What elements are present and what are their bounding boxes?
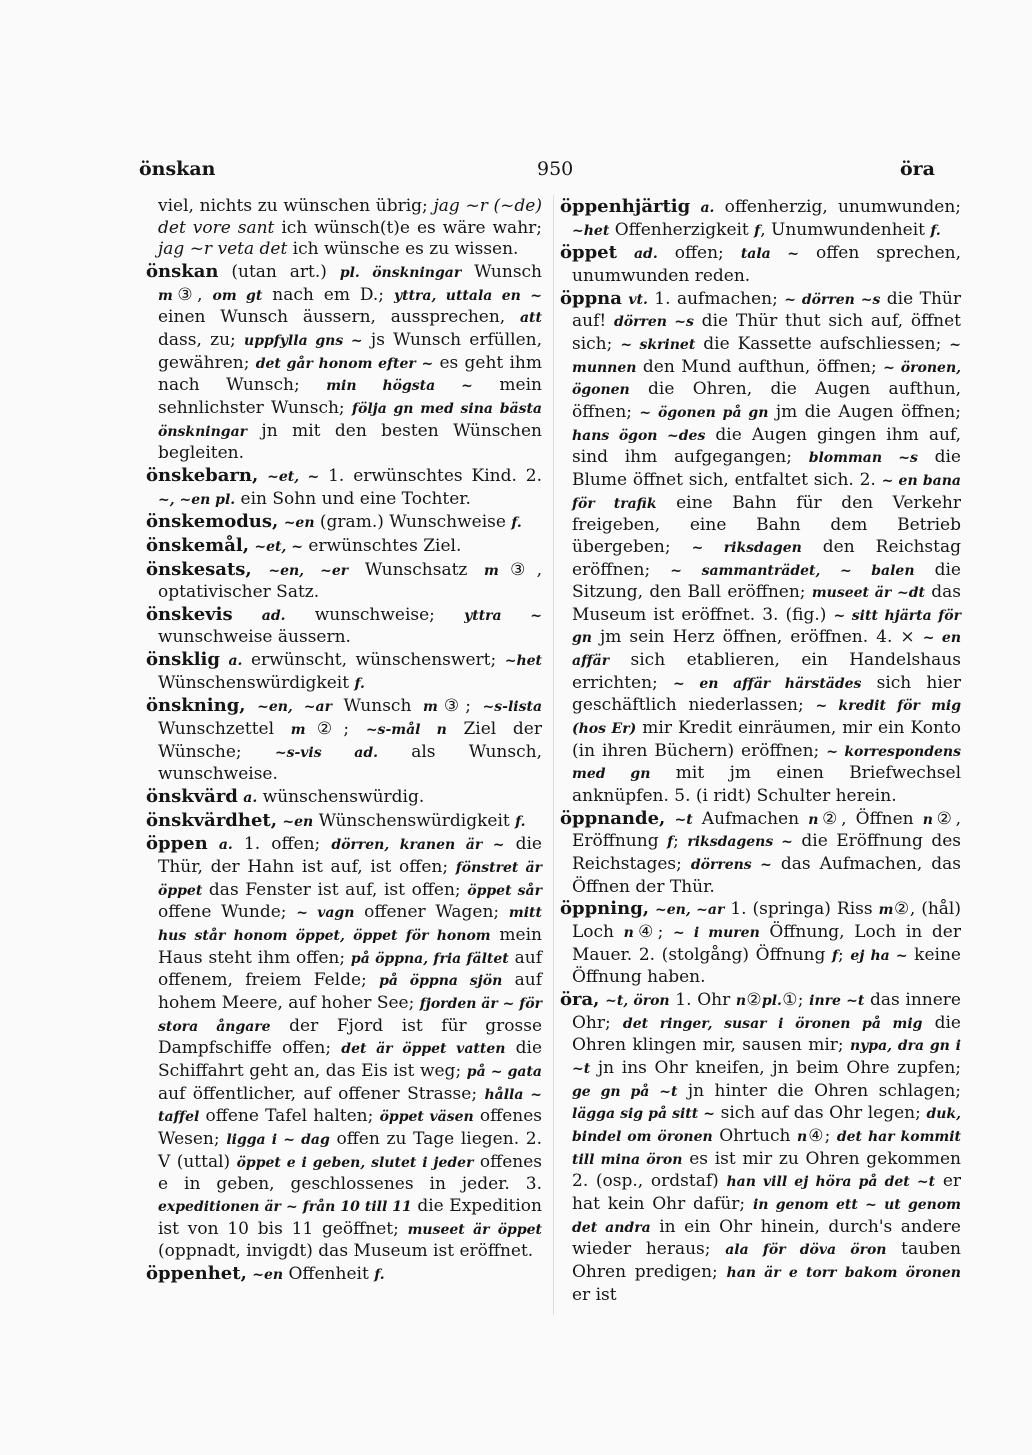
dictionary-entry: önsklig a. erwünscht, wünschenswert; ~het Wünschenswürdigkeit f. <box>146 649 543 693</box>
dictionary-entry: önskan (utan art.) pl. önskningar Wunsch m③, om gt nach em D.; yttra, uttala en ~ einen Wunsch äussern, aussprechen, att dass, zu; uppfylla gns ~ js Wunsch erfüllen, gewähren; det går honom efter ~ es geht ihm nach Wunsch; min högsta ~ mein sehnlichster Wunsch; följa gn med sina bästa önskningar jn mit den besten Wünschen begleiten. <box>146 260 543 464</box>
dictionary-entry: önskesats, ~en, ~er Wunschsatz m③, optativischer Satz. <box>146 558 543 603</box>
dictionary-entry: önskning, ~en, ~ar Wunsch m③; ~s-lista Wunschzettel m②; ~s-mål n Ziel der Wünsche; ~s-vis ad. als Wunsch, wunschweise. <box>146 695 543 785</box>
running-head-left: önskan <box>139 158 216 180</box>
dictionary-entry: öppenhjärtig a. offenherzig, unumwunden; ~het Offenherzigkeit f, Unumwundenheit f. <box>560 196 962 240</box>
dictionary-entry: önskemål, ~et, ~ erwünschtes Ziel. <box>146 534 462 556</box>
dictionary-entry: öppen a. 1. offen; dörren, kranen är ~ die Thür, der Hahn ist auf, ist offen; fönstret är öppet das Fenster ist auf, ist offen; öppet sår offene Wunde; ~ vagn offener Wagen; mitt hus står honom öppet, öppet för honom mein Haus steht ihm offen; på öppna, fria fältet auf offenem, freiem Felde; på öppna sjön auf hohem Meere, auf hoher See; fjorden är ~ för stora ångare der Fjord ist für grosse Dampfschiffe offen; det är öppet vatten die Schiffahrt geht an, das Eis ist weg; på ~ gata auf öffentlicher, auf offener Strasse; hålla ~ taffel offene Tafel halten; öppet väsen offenes Wesen; ligga i ~ dag offen zu Tage liegen. 2. V (uttal) öppet e i geben, slutet i jeder offenes e in geben, geschlossenes in jeder. 3. expeditionen är ~ från 10 till 11 die Expedition ist von 10 bis 11 geöffnet; museet är öppet (oppnadt, invigdt) das Museum ist eröffnet. <box>146 833 543 1262</box>
dictionary-entry: öppet ad. offen; tala ~ offen sprechen, unumwunden reden. <box>560 242 962 286</box>
dictionary-entry: viel, nichts zu wünschen übrig; jag ~r (~de) det vore sant ich wünsch(t)e es wäre wahr; jag ~r veta det ich wünsche es zu wissen. <box>158 196 542 260</box>
dictionary-entry: öppnande, ~t Aufmachen n②, Öffnen n②, Eröffnung f; riksdagens ~ die Eröffnung des Reichstages; dörrens ~ das Aufmachen, das Öffnen der Thür. <box>560 807 962 897</box>
dictionary-entry: öppenhet, ~en Offenheit f. <box>146 1262 385 1284</box>
dictionary-entry: öppna vt. 1. aufmachen; ~ dörren ~s die Thür auf! dörren ~s die Thür thut sich auf, öffnet sich; ~ skrinet die Kassette aufschliessen; ~ munnen den Mund aufthun, öffnen; ~ öronen, ögonen die Ohren, die Augen aufthun, öffnen; ~ ögonen på gn jm die Augen öffnen; hans ögon ~des die Augen gingen ihm auf, sind ihm aufgegangen; blomman ~s die Blume öffnet sich, entfaltet sich. 2. ~ en bana för trafik eine Bahn für den Verkehr freigeben, eine Bahn dem Betrieb übergeben; ~ riksdagen den Reichstag eröffnen; ~ sammanträdet, ~ balen die Sitzung, den Ball eröffnen; museet är ~dt das Museum ist eröffnet. 3. (fig.) ~ sitt hjärta för gn jm sein Herz öffnen, eröffnen. 4. × ~ en affär sich etablieren, ein Handelshaus errichten; ~ en affär härstädes sich hier geschäftlich niederlassen; ~ kredit för mig (hos Er) mir Kredit einräumen, mir ein Konto (in ihren Büchern) eröffnen; ~ korrespondens med gn mit jm einen Briefwechsel anknüpfen. 5. (i ridt) Schulter herein. <box>560 287 962 807</box>
column-gutter <box>553 195 554 1315</box>
page-number: 950 <box>537 158 574 180</box>
dictionary-entry: önskvärdhet, ~en Wünschenswürdigkeit f. <box>146 809 526 831</box>
dictionary-entry: öra, ~t, öron 1. Ohr n②pl.①; inre ~t das innere Ohr; det ringer, susar i öronen på mig die Ohren klingen mir, sausen mir; nypa, dra gn i ~t jn ins Ohr kneifen, jn beim Ohre zupfen; ge gn på ~t jn hinter die Ohren schlagen; lägga sig på sitt ~ sich auf das Ohr legen; duk, bindel om öronen Ohrtuch n④; det har kommit till mina öron es ist mir zu Ohren gekommen 2. (osp., ordstaf) han vill ej höra på det ~t er hat kein Ohr dafür; in genom ett ~ ut genom det andra in ein Ohr hinein, durch's andere wieder heraus; ala för döva öron tauben Ohren predigen; han är e torr bakom öronen er ist <box>560 988 962 1305</box>
dictionary-entry: önskvärd a. wünschenswürdig. <box>146 786 425 808</box>
left-column <box>146 196 543 1287</box>
running-head-right: öra <box>900 158 935 180</box>
dictionary-entry: önskemodus, ~en (gram.) Wunschweise f. <box>146 511 522 533</box>
right-column <box>560 196 962 1306</box>
dictionary-entry: önskebarn, ~et, ~ 1. erwünschtes Kind. 2. ~, ~en pl. ein Sohn und eine Tochter. <box>146 464 542 509</box>
dictionary-entry: öppning, ~en, ~ar 1. (springa) Riss m②, (hål) Loch n④; ~ i muren Öffnung, Loch in der Mauer. 2. (stolgång) Öffnung f; ej ha ~ keine Öffnung haben. <box>560 898 961 988</box>
dictionary-entry: önskevis ad. wunschweise; yttra ~ wunschweise äussern. <box>146 603 542 648</box>
